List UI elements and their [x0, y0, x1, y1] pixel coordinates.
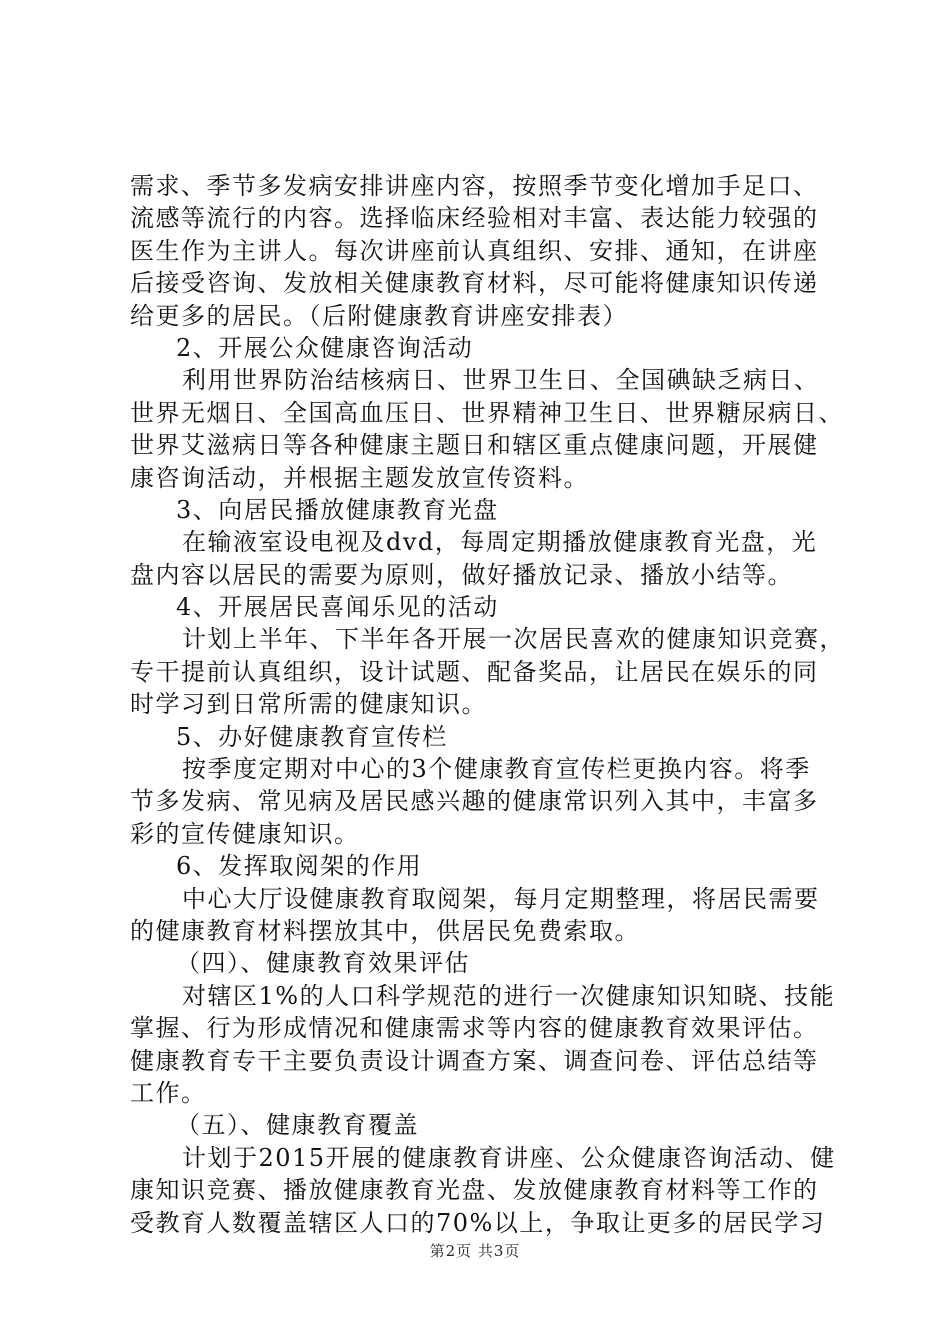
text-line: 世界无烟日、全国高血压日、世界精神卫生日、世界糖尿病日、: [130, 398, 844, 427]
section-heading: 3、向居民播放健康教育光盘: [176, 495, 499, 524]
text-line: 医生作为主讲人。每次讲座前认真组织、安排、通知，在讲座: [130, 236, 819, 265]
section-heading: 6、发挥取阅架的作用: [176, 852, 423, 881]
text-line: 中心大厅设健康教育取阅架，每月定期整理，将居民需要: [182, 884, 820, 913]
section-heading: （五）、健康教育覆盖: [176, 1111, 419, 1140]
text-line: 按季度定期对中心的3个健康教育宣传栏更换内容。将季: [182, 755, 811, 784]
text-line: 时学习到日常所需的健康知识。: [130, 690, 487, 719]
text-line: 计划于2015开展的健康教育讲座、公众健康咨询活动、健: [182, 1143, 836, 1172]
page-number: 第2页 共3页: [429, 1242, 521, 1260]
section-heading: 5、办好健康教育宣传栏: [176, 722, 448, 751]
text-line: 工作。: [130, 1078, 207, 1107]
section-heading: 4、开展居民喜闻乐见的活动: [176, 593, 499, 622]
text-line: 世界艾滋病日等各种健康主题日和辖区重点健康问题，开展健: [130, 431, 819, 460]
text-line: 对辖区1%的人口科学规范的进行一次健康知识知晓、技能: [182, 981, 836, 1010]
text-line: 的健康教育材料摆放其中，供居民免费索取。: [130, 916, 640, 945]
text-line: 康咨询活动，并根据主题发放宣传资料。: [130, 463, 589, 492]
document-body: [130, 170, 845, 1239]
text-line: 在输液室设电视及dvd，每周定期播放健康教育光盘，光: [182, 528, 818, 557]
text-line: 流感等流行的内容。选择临床经验相对丰富、表达能力较强的: [130, 204, 819, 233]
text-line: 节多发病、常见病及居民感兴趣的健康常识列入其中，丰富多: [130, 787, 819, 816]
text-line: 健康教育专干主要负责设计调查方案、调查问卷、评估总结等: [130, 1046, 819, 1075]
text-line: 计划上半年、下半年各开展一次居民喜欢的健康知识竞赛，: [182, 625, 845, 654]
text-line: 后接受咨询、发放相关健康教育材料，尽可能将健康知识传递: [130, 269, 819, 298]
section-heading: 2、开展公众健康咨询活动: [176, 333, 474, 362]
text-line: 掌握、行为形成情况和健康需求等内容的健康教育效果评估。: [130, 1014, 819, 1043]
text-line: 彩的宣传健康知识。: [130, 819, 360, 848]
section-heading: （四）、健康教育效果评估: [176, 949, 470, 978]
text-line: 受教育人数覆盖辖区人口的70%以上，争取让更多的居民学习: [130, 1208, 826, 1237]
text-line: 康知识竞赛、播放健康教育光盘、发放健康教育材料等工作的: [130, 1176, 819, 1205]
text-line: 盘内容以居民的需要为原则，做好播放记录、播放小结等。: [130, 560, 793, 589]
text-line: 需求、季节多发病安排讲座内容，按照季节变化增加手足口、: [130, 172, 819, 200]
text-line: 专干提前认真组织，设计试题、配备奖品，让居民在娱乐的同: [130, 657, 819, 686]
text-line: 给更多的居民。（后附健康教育讲座安排表）: [130, 301, 628, 330]
text-line: 利用世界防治结核病日、世界卫生日、全国碘缺乏病日、: [182, 366, 820, 395]
